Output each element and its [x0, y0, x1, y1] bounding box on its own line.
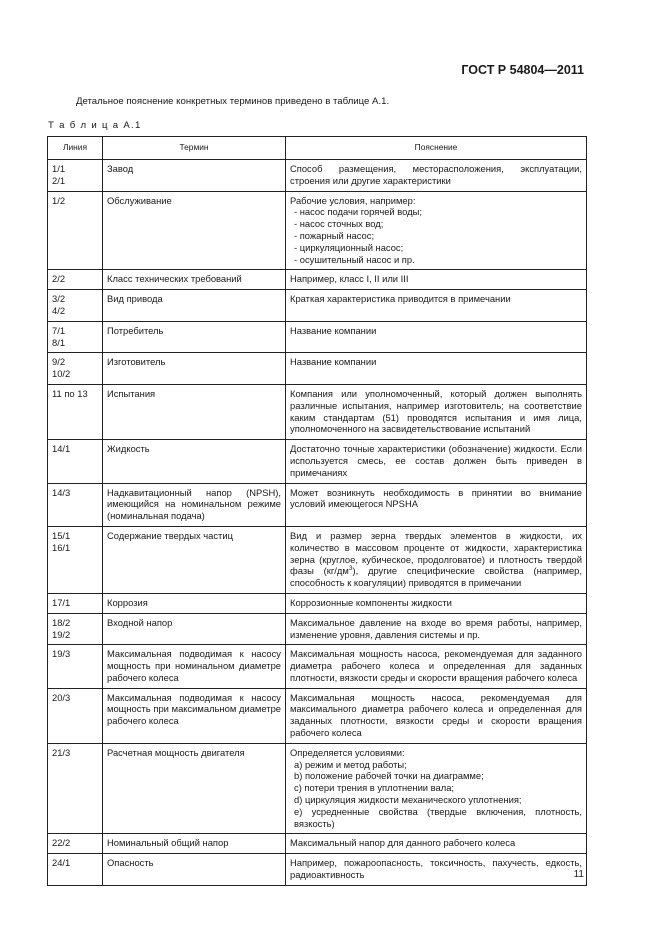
explanation-text: Рабочие условия, например: [290, 194, 416, 206]
term-cell: Обслуживание [103, 191, 286, 270]
header-explanation: Пояснение [286, 137, 587, 160]
list-item: c) потери трения в уплотнении вала; [294, 782, 455, 794]
explanation-cell [286, 483, 587, 526]
table-row [48, 160, 587, 192]
line-number: 10/2 [52, 368, 71, 380]
line-cell [48, 321, 103, 353]
explanation-cell [286, 613, 587, 645]
explanation-cell [286, 384, 587, 439]
explanation-text: Название компании [290, 356, 377, 368]
term-cell: Коррозия [103, 593, 286, 613]
line-number: 3/2 [52, 293, 66, 305]
list-item: a) режим и метод работы; [294, 758, 407, 770]
header-line: Линия [48, 137, 103, 160]
explanation-cell [286, 526, 587, 593]
table-row [48, 483, 587, 526]
explanation-cell [286, 270, 587, 290]
explanation-cell [286, 743, 587, 834]
term-cell: Надкавитационный напор (NPSH), имеющийся на номинальном режиме (номинальная подача) [103, 483, 286, 526]
explanation-cell [286, 593, 587, 613]
table-row [48, 290, 587, 322]
term-cell: Вид привода [103, 290, 286, 322]
line-number: 1/2 [52, 194, 66, 206]
list-item: e) усредненные свойства (твердые включения, плотность, вязкость) [294, 805, 582, 829]
explanation-text: Коррозионные компоненты жидкости [290, 596, 452, 608]
explanation-text: ), другие специфические свойства (например, способность к коагуляции) приводятся в примечании [290, 565, 582, 589]
table-row [48, 834, 587, 854]
table-row [48, 854, 587, 886]
explanation-list [290, 206, 582, 265]
term-cell: Максимальная подводимая к насосу мощность при номинальном диаметре рабочего колеса [103, 645, 286, 688]
line-number: 14/3 [52, 486, 71, 498]
line-number: 11 по 13 [52, 387, 88, 399]
line-cell [48, 613, 103, 645]
term-cell: Изготовитель [103, 353, 286, 385]
line-number: 19/2 [52, 628, 71, 640]
line-cell [48, 593, 103, 613]
table-header-row [48, 137, 587, 160]
header-term: Термин [103, 137, 286, 160]
term-cell: Содержание твердых частиц [103, 526, 286, 593]
explanation-list [290, 759, 582, 830]
term-cell: Опасность [103, 854, 286, 886]
explanation-cell [286, 321, 587, 353]
table-row [48, 191, 587, 270]
line-cell [48, 854, 103, 886]
line-cell [48, 353, 103, 385]
table-row [48, 688, 587, 743]
explanation-text: Достаточно точные характеристики (обозначение) жидкости. Если используется смесь, ее состав должен быть приведен в примечаниях [290, 443, 582, 478]
explanation-cell [286, 688, 587, 743]
table-row [48, 353, 587, 385]
line-cell [48, 160, 103, 192]
line-number: 21/3 [52, 746, 71, 758]
intro-text: Детальное пояснение конкретных терминов приведено в таблице А.1. [76, 96, 390, 107]
term-cell: Расчетная мощность двигателя [103, 743, 286, 834]
line-cell [48, 526, 103, 593]
explanation-text: Способ размещения, месторасположения, эксплуатации, строения или другие характеристики [290, 163, 582, 186]
explanation-text: Краткая характеристика приводится в примечании [290, 293, 511, 305]
explanation-text: Название компании [290, 324, 377, 336]
explanation-text: Например, класс I, II или III [290, 273, 409, 285]
explanation-text: Максимальный напор для данного рабочего колеса [290, 837, 516, 849]
line-number: 14/1 [52, 443, 71, 455]
explanation-text: Вид и размер зерна твердых элементов в жидкости, их количество в массовом проценте от жидкости, характеристика зерна (круглое, кубическое, продолговатое) и плотность твердой фазы (кг/дм [290, 529, 582, 577]
table-row [48, 384, 587, 439]
line-number: 1/1 [52, 163, 66, 174]
line-number: 9/2 [52, 356, 66, 368]
line-number: 15/1 [52, 529, 71, 541]
term-cell: Номинальный общий напор [103, 834, 286, 854]
table-row [48, 645, 587, 688]
explanation-cell [286, 160, 587, 192]
term-cell: Завод [103, 160, 286, 192]
table-row [48, 743, 587, 834]
explanation-text: Например, пожароопасность, токсичность, пахучесть, едкость, радиоактивность [290, 857, 582, 881]
line-cell [48, 290, 103, 322]
line-number: 2/1 [52, 174, 66, 186]
line-cell [48, 743, 103, 834]
table-row [48, 613, 587, 645]
line-number: 8/1 [52, 336, 66, 348]
line-number: 4/2 [52, 304, 66, 316]
term-cell: Жидкость [103, 440, 286, 483]
term-cell: Потребитель [103, 321, 286, 353]
explanation-text: Может возникнуть необходимость в принятии во внимание условий имеющегося NPSHA [290, 486, 582, 510]
explanation-text: Максимальное давление на входе во время работы, например, изменение уровня, давления системы и пр. [290, 616, 582, 640]
term-cell: Максимальная подводимая к насосу мощность при максимальном диаметре рабочего колеса [103, 688, 286, 743]
line-cell [48, 834, 103, 854]
line-cell [48, 270, 103, 290]
document-code: ГОСТ Р 54804—2011 [461, 63, 584, 77]
line-number: 24/1 [52, 857, 71, 869]
line-cell [48, 688, 103, 743]
line-number: 22/2 [52, 837, 71, 849]
list-item: - циркуляционный насос; [294, 241, 404, 253]
superscript: 3 [348, 565, 353, 573]
explanation-cell [286, 191, 587, 270]
table-row [48, 270, 587, 290]
term-cell: Испытания [103, 384, 286, 439]
explanation-cell [286, 353, 587, 385]
table-row [48, 526, 587, 593]
explanation-cell [286, 440, 587, 483]
terms-table [47, 136, 587, 886]
line-number: 18/2 [52, 616, 71, 628]
list-item: - насос сточных вод; [294, 218, 384, 230]
page-number: 11 [573, 869, 584, 880]
explanation-cell [286, 290, 587, 322]
explanation-text: Определяется условиями: [290, 746, 405, 758]
explanation-text: Максимальная мощность насоса, рекомендуемая для заданного диаметра рабочего колеса и определенная для заданных плотности, вязкости среды и скорости вращения рабочего колеса [290, 648, 582, 683]
table-title: Т а б л и ц а А.1 [48, 120, 142, 131]
line-number: 16/1 [52, 541, 71, 553]
line-number: 2/2 [52, 273, 66, 285]
line-cell [48, 384, 103, 439]
explanation-text: Компания или уполномоченный, который должен выполнять различные испытания, например изготовитель; на соответствие каким стандартам (51) проводятся испытания и имя лица, уполномоченного на засвидетельствование испытаний [290, 387, 582, 435]
table-row [48, 593, 587, 613]
line-number: 20/3 [52, 691, 71, 703]
line-number: 17/1 [52, 596, 71, 608]
term-cell: Класс технических требований [103, 270, 286, 290]
line-cell [48, 645, 103, 688]
line-cell [48, 191, 103, 270]
list-item: b) положение рабочей точки на диаграмме; [294, 770, 484, 782]
table-row [48, 321, 587, 353]
list-item: - насос подачи горячей воды; [294, 206, 422, 218]
explanation-cell [286, 834, 587, 854]
term-cell: Входной напор [103, 613, 286, 645]
list-item: - осушительный насос и пр. [294, 253, 415, 265]
explanation-text: Максимальная мощность насоса, рекомендуемая для максимального диаметра рабочего колеса и определенная для заданных плотности, вязкости среды и скорости вращения рабочего колеса [290, 691, 582, 739]
line-cell [48, 440, 103, 483]
line-cell [48, 483, 103, 526]
line-number: 7/1 [52, 324, 66, 336]
explanation-cell [286, 645, 587, 688]
line-number: 19/3 [52, 648, 71, 660]
list-item: - пожарный насос; [294, 229, 375, 241]
explanation-cell [286, 854, 587, 886]
list-item: d) циркуляция жидкости механического уплотнения; [294, 794, 522, 806]
table-row [48, 440, 587, 483]
